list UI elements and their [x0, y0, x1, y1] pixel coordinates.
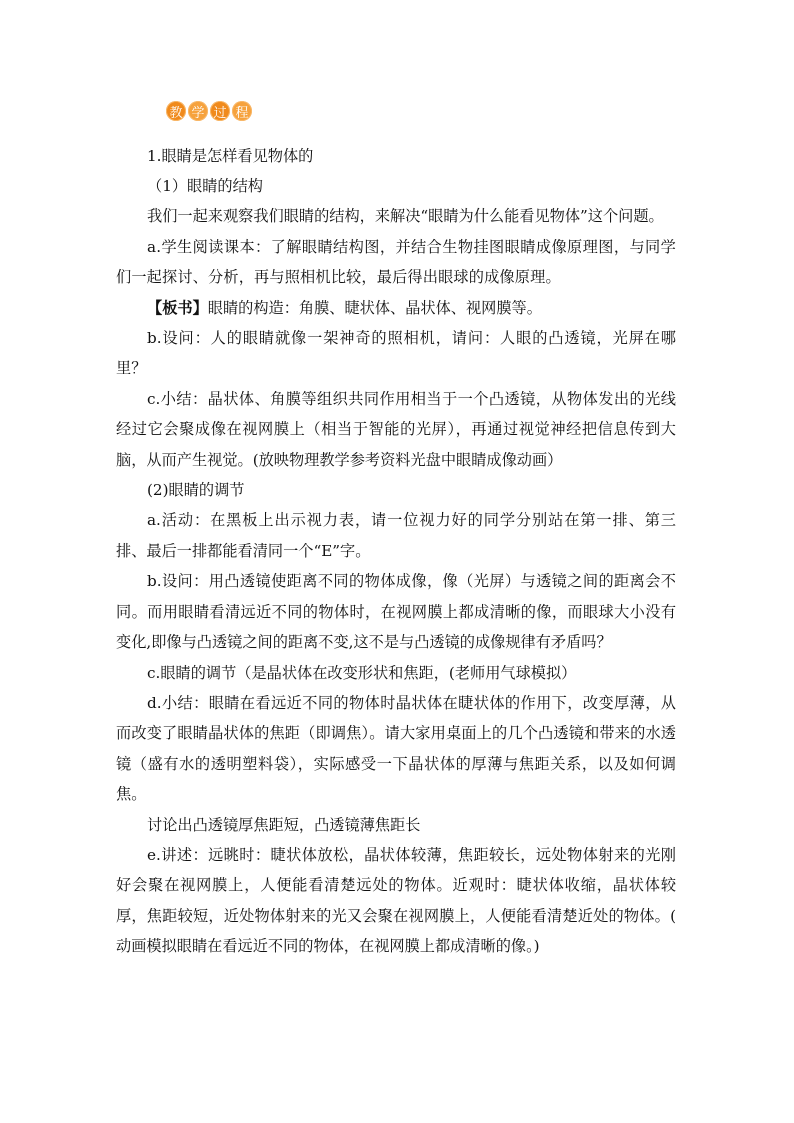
subsection-title: (2)眼睛的调节 — [147, 481, 245, 499]
section-title: 1.眼睛是怎样看见物体的 — [147, 147, 314, 165]
paragraph: a.活动：在黑板上出示视力表，请一位视力好的同学分别站在第一排、第三排、最后一排都能看清同一个“E”字。 — [116, 511, 676, 560]
badge-char: 学 — [188, 101, 208, 121]
paragraph: c.小结：晶状体、角膜等组织共同作用相当于一个凸透镜，从物体发出的光线经过它会聚成像在视网膜上（相当于智能的光屏），再通过视觉神经把信息传到大脑，从而产生视觉。(放映物理教学参考资料光盘中眼睛成像动画） — [116, 389, 676, 469]
board-note — [116, 293, 676, 323]
board-note-tag: 【板书】 — [147, 298, 208, 317]
subsection-title: （1）眼睛的结构 — [147, 177, 263, 195]
paragraph: e.讲述：远眺时：睫状体放松，晶状体较薄，焦距较长，远处物体射来的光刚好会聚在视网膜上，人便能看清楚远处的物体。近观时：睫状体收缩，晶状体较厚，焦距较短，近处物体射来的光又会聚在视网膜上，人便能看清楚近处的物体。( 动画模拟眼睛在看远近不同的物体，在视网膜上都成清晰的像。) — [116, 845, 676, 955]
section-heading-badge — [166, 101, 252, 121]
paragraph: d.小结：眼睛在看远近不同的物体时晶状体在睫状体的作用下，改变厚薄，从而改变了眼睛晶状体的焦距（即调焦）。请大家用桌面上的几个凸透镜和带来的水透镜（盛有水的透明塑料袋），实际感受一下晶状体的厚薄与焦距关系，以及如何调焦。 — [116, 693, 676, 803]
paragraph: c.眼睛的调节（是晶状体在改变形状和焦距，(老师用气球模拟） — [147, 663, 577, 682]
badge-char: 程 — [232, 101, 252, 121]
board-note-text: 眼睛的构造：角膜、睫状体、晶状体、视网膜等。 — [207, 298, 542, 317]
badge-char: 过 — [210, 101, 230, 121]
paragraph: 讨论出凸透镜厚焦距短，凸透镜薄焦距长 — [147, 815, 421, 834]
paragraph: a.学生阅读课本：了解眼睛结构图，并结合生物挂图眼睛成像原理图，与同学们一起探讨、分析，再与照相机比较，最后得出眼球的成像原理。 — [116, 237, 676, 286]
badge-char: 教 — [166, 101, 186, 121]
paragraph: b.设问：人的眼睛就像一架神奇的照相机，请问：人眼的凸透镜，光屏在哪里？ — [116, 328, 676, 377]
paragraph: b.设问：用凸透镜使距离不同的物体成像，像（光屏）与透镜之间的距离会不同。而用眼睛看清远近不同的物体时，在视网膜上都成清晰的像，而眼球大小没有变化,即像与凸透镜之间的距离不变,这不是与凸透镜的成像规律有矛盾吗？ — [116, 572, 676, 651]
paragraph: 我们一起来观察我们眼睛的结构，来解决“眼睛为什么能看见物体”这个问题。 — [147, 207, 664, 225]
document-body — [116, 141, 676, 962]
